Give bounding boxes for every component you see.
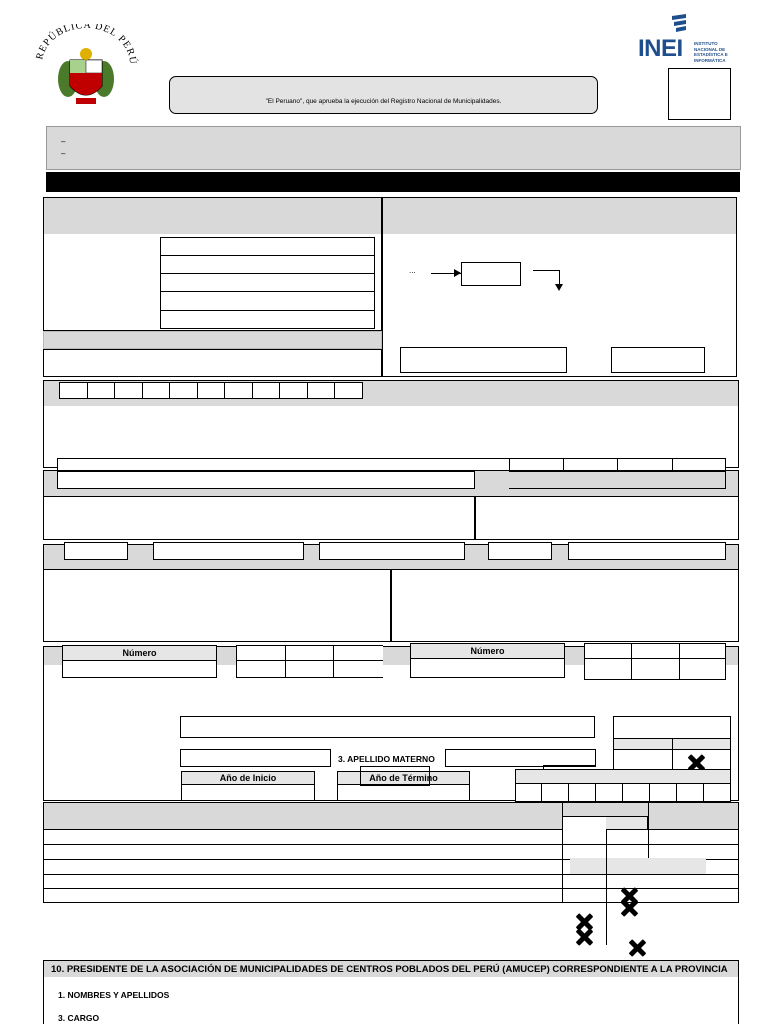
date-cell-divider xyxy=(285,645,286,678)
ubigeo-field-1[interactable] xyxy=(160,237,375,256)
date-cell-divider xyxy=(679,643,680,680)
numero-field-left[interactable] xyxy=(62,660,217,678)
period-grid-divider xyxy=(622,783,623,802)
section-4-right-body[interactable] xyxy=(475,496,739,540)
period-grid-divider xyxy=(649,783,650,802)
instructions-panel xyxy=(46,126,741,170)
numero-header-right xyxy=(410,643,565,659)
date-cell-divider xyxy=(631,643,632,680)
section-5-field-1[interactable] xyxy=(64,542,128,560)
authority-name-field[interactable] xyxy=(180,716,595,738)
flow-arrow-out-head xyxy=(555,284,563,291)
form-code-box[interactable] xyxy=(668,68,731,120)
ruc-digit-cell[interactable] xyxy=(224,382,253,399)
date-cells-right-top[interactable] xyxy=(584,643,726,659)
ruc-digit-cell[interactable] xyxy=(197,382,225,399)
ruc-digit-cell[interactable] xyxy=(279,382,308,399)
apellido-materno-label: 3. APELLIDO MATERNO xyxy=(338,754,435,764)
numero-label-left: Número xyxy=(122,648,157,658)
cross-mark-icon xyxy=(574,927,594,947)
section-4-code-cells[interactable] xyxy=(509,471,726,489)
section-7-row[interactable] xyxy=(43,829,739,845)
ubigeo-field-5[interactable] xyxy=(160,310,375,329)
inei-logo-text: INEI xyxy=(638,35,683,62)
numero-label-right: Número xyxy=(470,646,505,656)
section-5-field-3[interactable] xyxy=(319,542,465,560)
section-10-title: 10. PRESIDENTE DE LA ASOCIACIÓN DE MUNICIPALIDADES DE CENTROS POBLADOS DEL PERÚ (AMUCEP) CORRESPONDIENTE A LA PROVINCIA xyxy=(51,964,728,975)
ano-termino-field[interactable] xyxy=(337,785,470,801)
ruc-digit-cell[interactable] xyxy=(252,382,280,399)
section-1-answer-field[interactable] xyxy=(43,349,382,377)
date-cells-right-bottom[interactable] xyxy=(584,658,726,680)
section-5-field-4[interactable] xyxy=(488,542,552,560)
period-grid-divider xyxy=(595,783,596,802)
inei-subtitle: INSTITUTO NACIONAL DE ESTADÍSTICA E INFORMÁTICA xyxy=(694,41,728,63)
period-grid-header xyxy=(515,769,731,784)
section-10-field-1-label: 1. NOMBRES Y APELLIDOS xyxy=(58,990,170,1000)
legal-notice-text: "El Peruano", que aprueba la ejecución del Registro Nacional de Municipalidades. xyxy=(265,98,502,105)
flow-center-box[interactable] xyxy=(461,262,521,286)
date-cell-divider xyxy=(333,645,334,678)
section-4-row-field[interactable] xyxy=(57,471,475,489)
ano-inicio-field[interactable] xyxy=(181,785,315,801)
period-grid-divider xyxy=(568,783,569,802)
section-10-header xyxy=(43,960,739,978)
legal-notice-box xyxy=(169,76,598,114)
date-cells-left-top[interactable] xyxy=(236,645,383,661)
ano-termino-label: Año de Término xyxy=(369,773,438,783)
flow-ellipsis: ... xyxy=(409,266,416,275)
ruc-digit-cell[interactable] xyxy=(334,382,363,399)
date-cells-left-bottom[interactable] xyxy=(236,660,383,678)
section-5-field-2[interactable] xyxy=(153,542,304,560)
section-title-bar xyxy=(46,172,740,192)
section-7-shaded-cell xyxy=(570,858,706,874)
ruc-digit-cell[interactable] xyxy=(87,382,115,399)
section-4-left-body[interactable] xyxy=(43,496,475,540)
overlap-frame xyxy=(360,766,430,786)
section-5-field-5[interactable] xyxy=(568,542,726,560)
section-1-subheader xyxy=(43,331,382,349)
ruc-digit-cell[interactable] xyxy=(142,382,170,399)
svg-text:REPÚBLICA DEL PERÚ: REPÚBLICA DEL PERÚ xyxy=(34,24,139,66)
period-grid-pointer-h xyxy=(543,765,595,766)
section-7-vertical-line xyxy=(606,830,607,945)
instruction-dash-1: – xyxy=(61,137,66,146)
ubigeo-field-3[interactable] xyxy=(160,273,375,292)
section-2-field-a[interactable] xyxy=(400,347,567,373)
section-1-header xyxy=(43,197,382,235)
numero-header-left xyxy=(62,645,217,661)
numero-field-right[interactable] xyxy=(410,658,565,678)
ruc-digit-row xyxy=(59,382,369,399)
period-grid-divider xyxy=(703,783,704,802)
period-grid-divider xyxy=(676,783,677,802)
section-10-field-3-label: 3. CARGO xyxy=(58,1013,100,1023)
period-grid-divider xyxy=(541,783,542,802)
ubigeo-field-4[interactable] xyxy=(160,291,375,311)
ubigeo-field-2[interactable] xyxy=(160,255,375,274)
peru-seal-logo xyxy=(30,24,140,114)
ano-inicio-label: Año de Inicio xyxy=(219,773,277,783)
instruction-dash-2: – xyxy=(61,149,66,158)
ruc-digit-cell[interactable] xyxy=(59,382,88,399)
section-5-left-body[interactable] xyxy=(43,569,391,642)
flow-arrow-out xyxy=(533,270,559,271)
section-5-right-body[interactable] xyxy=(391,569,739,642)
section-10-body xyxy=(43,977,739,1024)
authority-code-divider xyxy=(672,738,673,772)
cross-mark-icon xyxy=(619,898,639,918)
apellido-paterno-field[interactable] xyxy=(180,749,331,767)
period-grid-cells[interactable] xyxy=(515,783,731,802)
section-7-code-white xyxy=(563,816,606,830)
ruc-digit-cell[interactable] xyxy=(114,382,143,399)
flow-arrow-in-head xyxy=(454,269,461,277)
ruc-digit-cell[interactable] xyxy=(169,382,198,399)
ano-inicio-header xyxy=(181,771,315,785)
section-2-header xyxy=(382,197,737,235)
section-2-field-b[interactable] xyxy=(611,347,705,373)
cross-mark-icon xyxy=(627,938,647,958)
ruc-digit-cell[interactable] xyxy=(307,382,335,399)
